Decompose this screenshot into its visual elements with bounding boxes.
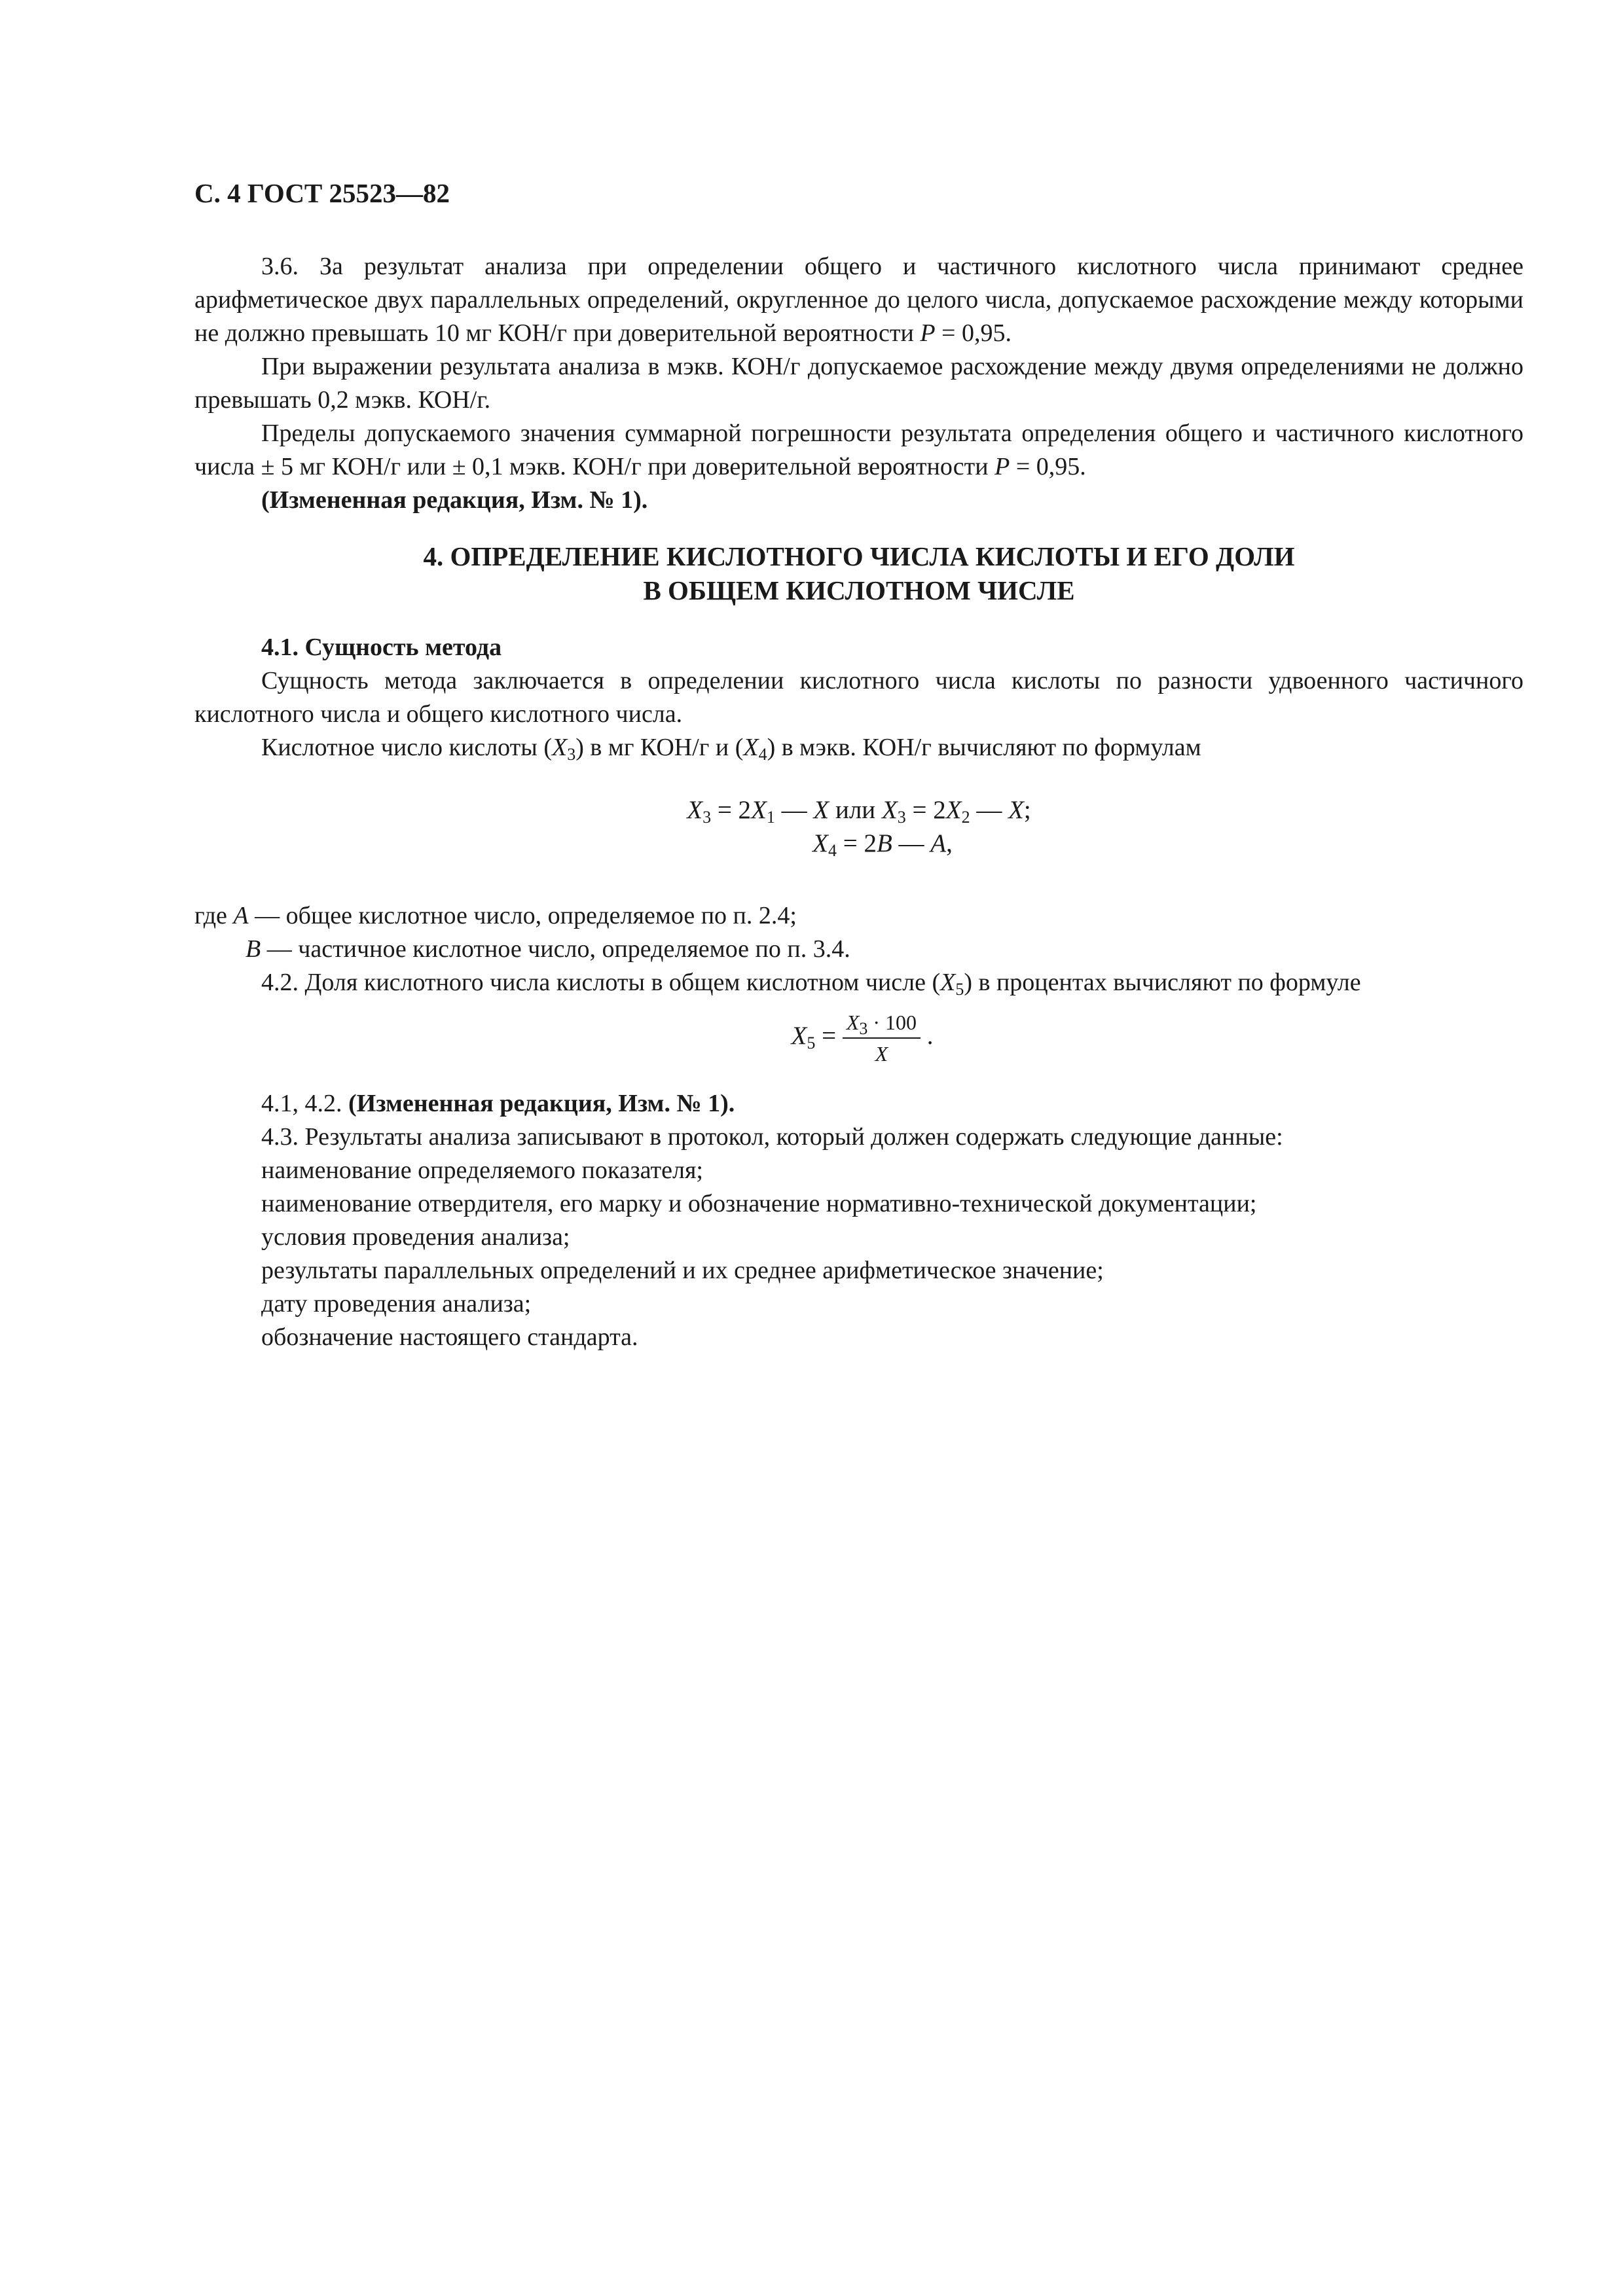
paragraph-3-6: 3.6. За результат анализа при определении общего и частичного кислотного числа принимают среднее арифметическое двух параллельных определений, округленное до целого числа, допускаемое расхождение между которыми не должно превышать 10 мг КОН/г при доверительной вероятности P = 0,95. (194, 253, 1523, 347)
formula-x5: $X_5$ = $\frac{X_3 \cdot 100}{X}$ . (194, 1009, 1523, 1067)
amendment-note-2: 4.1, 4.2. (Измененная редакция, Изм. № 1). (261, 1090, 735, 1117)
protocol-item-4: результаты параллельных определений и их среднее арифметическое значение; (261, 1257, 1104, 1284)
document-body (194, 250, 1523, 1354)
where-a-definition: где A — общее кислотное число, определяемое по п. 2.4; (194, 902, 797, 929)
where-b-definition: B — частичное кислотное число, определяемое по п. 3.4. (246, 935, 850, 963)
paragraph-3-6-error: Пределы допускаемого значения суммарной погрешности результата определения общего и частичного кислотного числа ± 5 мг КОН/г или ± 0,1 мэкв. КОН/г при доверительной вероятности P = 0,95. (194, 420, 1523, 480)
fraction (843, 1009, 921, 1067)
protocol-item-2: наименование отвердителя, его марку и обозначение нормативно-технической документации; (261, 1190, 1257, 1217)
section-4-title-line-1: 4. ОПРЕДЕЛЕНИЕ КИСЛОТНОГО ЧИСЛА КИСЛОТЫ И ЕГО ДОЛИ (423, 541, 1295, 571)
paragraph-4-2: 4.2. Доля кислотного числа кислоты в общем кислотном числе $(X_5)$ в процентах вычисляют по формуле (261, 969, 1361, 999)
formula-x4: $X_4 = 2B$ — A, (812, 829, 953, 860)
protocol-item-5: дату проведения анализа; (261, 1290, 532, 1318)
paragraph-4-1-method: Сущность метода заключается в определении кислотного числа кислоты по разности удвоенного частичного кислотного числа и общего кислотного числа. (194, 667, 1523, 728)
amendment-note-1: (Измененная редакция, Изм. № 1). (261, 486, 648, 514)
protocol-item-1: наименование определяемого показателя; (261, 1157, 703, 1184)
protocol-item-3: условия проведения анализа; (261, 1223, 570, 1251)
paragraph-3-6-meq: При выражении результата анализа в мэкв. КОН/г допускаемое расхождение между двумя определениями не должно превышать 0,2 мэкв. КОН/г. (194, 353, 1523, 414)
protocol-item-6: обозначение настоящего стандарта. (261, 1323, 638, 1351)
paragraph-4-1-formulas-intro: Кислотное число кислоты $(X_3)$ в мг КОН/г и $(X_4)$ в мэкв. КОН/г вычисляют по формулам (261, 734, 1201, 764)
section-4-1-heading: 4.1. Сущность метода (261, 634, 502, 661)
fraction-numerator: $X_3 \cdot 100$ (843, 1009, 921, 1039)
paragraph-4-3: 4.3. Результаты анализа записывают в протокол, который должен содержать следующие данные: (261, 1123, 1283, 1151)
formula-x3: $X_3 = 2X_1$ — X или $X_3 = 2X_2$ — X; (687, 796, 1031, 827)
fraction-denominator: X (875, 1042, 888, 1066)
page-header: С. 4 ГОСТ 25523—82 (194, 178, 450, 208)
section-4-title-line-2: В ОБЩЕМ КИСЛОТНОМ ЧИСЛЕ (643, 575, 1075, 605)
